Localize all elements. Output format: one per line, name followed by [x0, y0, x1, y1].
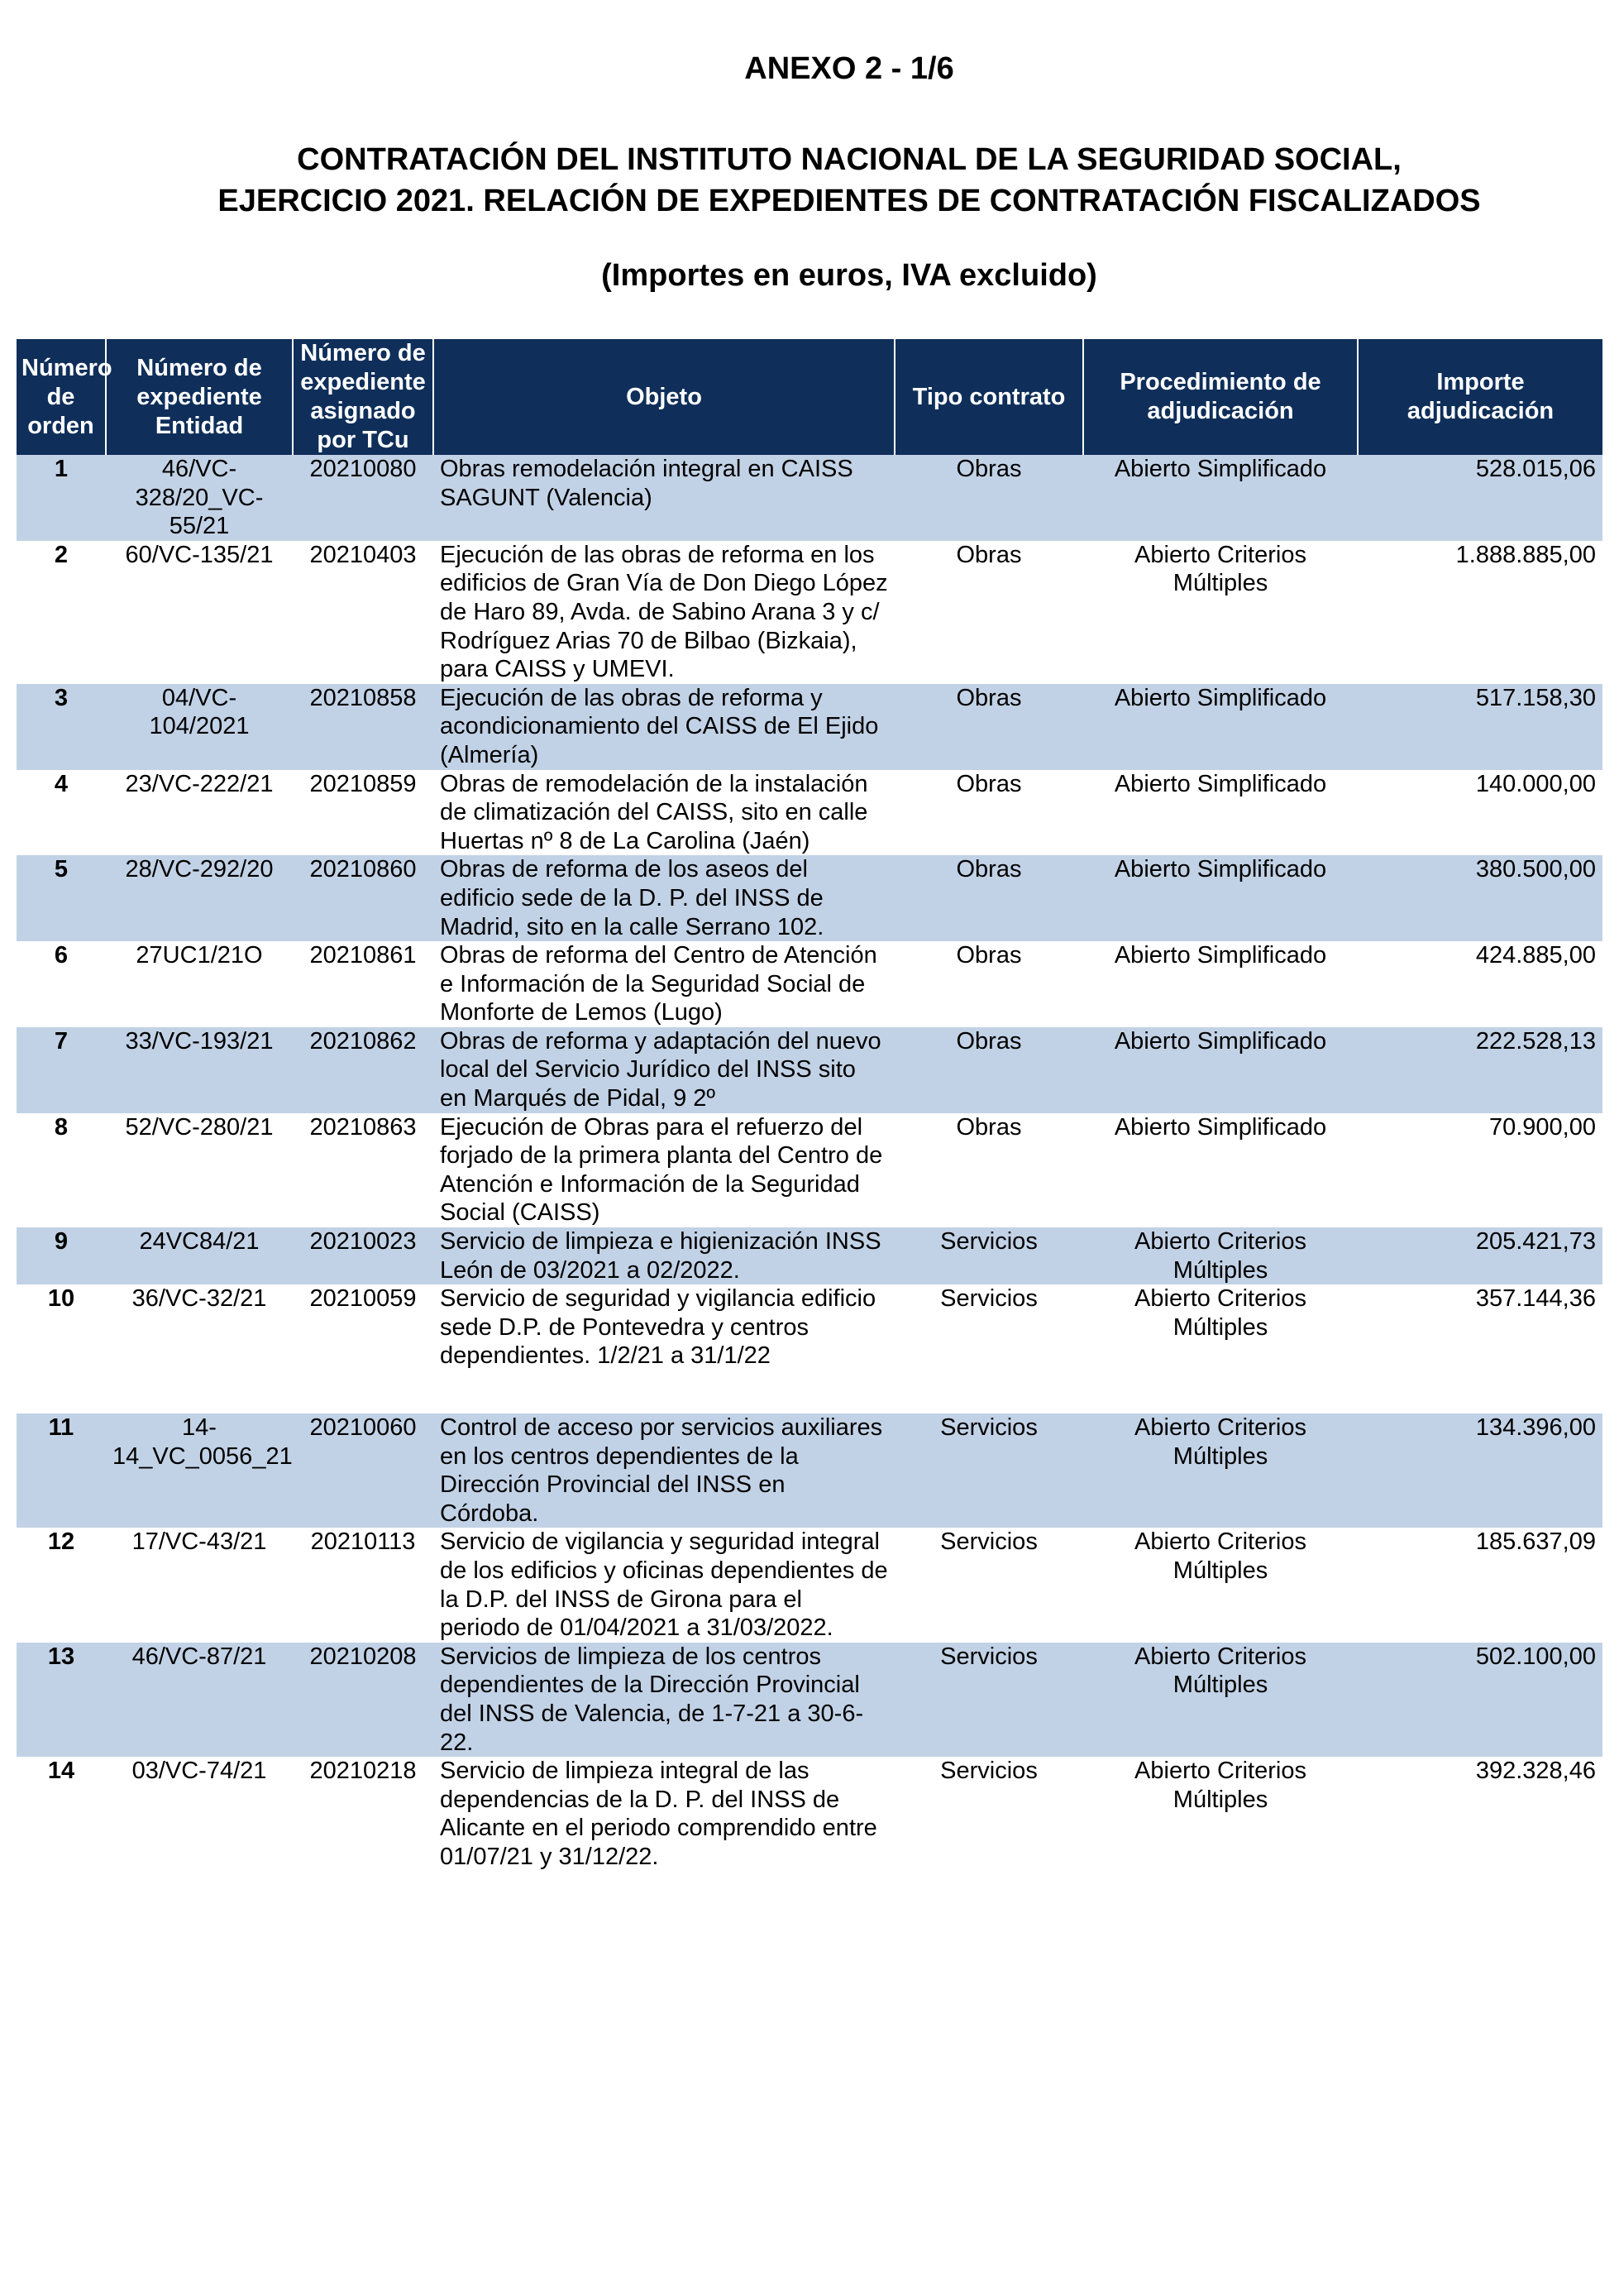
col-header-tcu: Número de expediente asignado por TCu	[293, 339, 433, 455]
table-row	[17, 684, 1602, 770]
cell-expediente: 14-14_VC_0056_21	[106, 1413, 293, 1528]
cell-importe: 222.528,13	[1358, 1027, 1602, 1113]
table-row	[17, 855, 1602, 941]
cell-procedimiento: Abierto Criterios Múltiples	[1134, 1758, 1306, 1813]
cell-tipo: Servicios	[940, 1758, 1038, 1785]
table-row	[17, 941, 1602, 1027]
table-row	[17, 1757, 1602, 1871]
cell-objeto: Obras remodelación integral en CAISS SAGUNT (Valencia)	[433, 455, 895, 541]
cell-objeto: Servicios de limpieza de los centros dependientes de la Dirección Provincial del INSS de Valencia, de 1-7-21 a 30-6-22.	[433, 1643, 895, 1757]
table-row	[17, 1227, 1602, 1284]
cell-importe: 185.637,09	[1475, 1528, 1596, 1556]
cell-tcu: 20210208	[293, 1643, 433, 1757]
cell-expediente: 52/VC-280/21	[125, 1113, 274, 1141]
cell-tipo: Servicios	[895, 1413, 1083, 1528]
col-header-objeto: Objeto	[433, 339, 895, 455]
cell-tipo: Obras	[956, 942, 1022, 969]
cell-importe: 392.328,46	[1475, 1758, 1596, 1785]
col-header-orden: Número de orden	[17, 339, 106, 455]
cell-tipo: Obras	[895, 855, 1083, 941]
cell-importe: 380.500,00	[1358, 855, 1602, 941]
cell-orden: 8	[54, 1113, 69, 1141]
cell-tcu: 20210860	[293, 855, 433, 941]
cell-importe: 70.900,00	[1488, 1113, 1596, 1141]
cell-tcu: 20210863	[309, 1113, 417, 1141]
table-row	[17, 541, 1602, 684]
table-row	[17, 1413, 1602, 1528]
cell-procedimiento: Abierto Criterios Múltiples	[1134, 541, 1306, 597]
cell-expediente: 23/VC-222/21	[125, 770, 274, 797]
cell-tcu: 20210859	[309, 770, 417, 797]
cell-expediente: 24VC84/21	[106, 1227, 293, 1284]
table-row	[17, 1027, 1602, 1113]
cell-orden: 3	[17, 684, 106, 770]
cell-orden: 14	[47, 1758, 75, 1785]
cell-objeto: Obras de remodelación de la instalación de climatización del CAISS, sito en calle Huertas nº 8 de La Carolina (Jaén)	[440, 770, 868, 854]
cell-procedimiento: Abierto Criterios Múltiples	[1083, 1413, 1358, 1528]
cell-objeto: Ejecución de las obras de reforma en los edificios de Gran Vía de Don Diego López de Haro 89, Avda. de Sabino Arana 3 y c/ Rodríguez Arias 70 de Bilbao (Bizkaia), para CAISS y UMEVI.	[440, 541, 888, 683]
spacer-row	[17, 1370, 1602, 1413]
cell-orden: 11	[17, 1413, 106, 1528]
cell-orden: 10	[47, 1285, 75, 1313]
page-title	[40, 139, 1619, 222]
cell-orden: 7	[17, 1027, 106, 1113]
cell-expediente: 17/VC-43/21	[131, 1528, 267, 1556]
cell-procedimiento: Abierto Criterios Múltiples	[1134, 1285, 1306, 1341]
cell-procedimiento: Abierto Simplificado	[1114, 1113, 1327, 1141]
cell-tipo: Obras	[956, 541, 1022, 568]
cell-expediente: 03/VC-74/21	[131, 1758, 267, 1785]
title-line-2: EJERCICIO 2021. RELACIÓN DE EXPEDIENTES DE CONTRATACIÓN FISCALIZADOS	[217, 184, 1481, 218]
cell-importe: 134.396,00	[1358, 1413, 1602, 1528]
cell-orden: 13	[17, 1643, 106, 1757]
cell-tipo: Servicios	[895, 1643, 1083, 1757]
table-row	[17, 1643, 1602, 1757]
cell-objeto: Obras de reforma de los aseos del edificio sede de la D. P. del INSS de Madrid, sito en la calle Serrano 102.	[433, 855, 895, 941]
table-row	[17, 1528, 1602, 1642]
title-line-1: CONTRATACIÓN DEL INSTITUTO NACIONAL DE LA SEGURIDAD SOCIAL,	[297, 142, 1402, 177]
cell-expediente: 33/VC-193/21	[106, 1027, 293, 1113]
cell-importe: 357.144,36	[1475, 1285, 1596, 1313]
cell-expediente: 46/VC-87/21	[106, 1643, 293, 1757]
cell-importe: 140.000,00	[1475, 770, 1596, 797]
cell-procedimiento: Abierto Criterios Múltiples	[1134, 1528, 1306, 1584]
cell-tcu: 20210080	[293, 455, 433, 541]
cell-objeto: Obras de reforma y adaptación del nuevo local del Servicio Jurídico del INSS sito en Marqués de Pidal, 9 2º	[433, 1027, 895, 1113]
table-row	[17, 1113, 1602, 1227]
cell-objeto: Ejecución de las obras de reforma y acondicionamiento del CAISS de El Ejido (Almería)	[433, 684, 895, 770]
cell-tcu: 20210858	[293, 684, 433, 770]
cell-objeto: Ejecución de Obras para el refuerzo del forjado de la primera planta del Centro de Atención e Información de la Seguridad Social (CAISS)	[440, 1113, 883, 1227]
table-header-row	[17, 339, 1602, 455]
cell-tipo: Servicios	[940, 1285, 1038, 1313]
cell-tipo: Servicios	[940, 1528, 1038, 1556]
cell-tcu: 20210059	[309, 1285, 417, 1313]
cell-expediente: 28/VC-292/20	[106, 855, 293, 941]
cell-tipo: Obras	[895, 684, 1083, 770]
cell-importe: 528.015,06	[1358, 455, 1602, 541]
cell-expediente: 46/VC-328/20_VC-55/21	[106, 455, 293, 541]
col-header-tipo: Tipo contrato	[895, 339, 1083, 455]
cell-procedimiento: Abierto Simplificado	[1083, 684, 1358, 770]
cell-procedimiento: Abierto Simplificado	[1114, 942, 1327, 969]
cell-objeto: Servicio de limpieza e higienización INSS León de 03/2021 a 02/2022.	[433, 1227, 895, 1284]
cell-procedimiento: Abierto Simplificado	[1083, 855, 1358, 941]
page-subtitle: (Importes en euros, IVA excluido)	[601, 258, 1097, 293]
cell-tcu: 20210023	[293, 1227, 433, 1284]
cell-orden: 2	[54, 541, 69, 568]
cell-tipo: Obras	[895, 1027, 1083, 1113]
col-header-procedimiento: Procedimiento de adjudicación	[1083, 339, 1358, 455]
cell-objeto: Servicio de seguridad y vigilancia edificio sede D.P. de Pontevedra y centros dependientes. 1/2/21 a 31/1/22	[440, 1285, 876, 1370]
col-header-importe: Importe adjudicación	[1358, 339, 1602, 455]
cell-procedimiento: Abierto Simplificado	[1114, 770, 1327, 797]
cell-importe: 1.888.885,00	[1455, 541, 1596, 568]
cell-orden: 9	[17, 1227, 106, 1284]
cell-tcu: 20210060	[293, 1413, 433, 1528]
cell-procedimiento: Abierto Simplificado	[1083, 1027, 1358, 1113]
cell-importe: 502.100,00	[1358, 1643, 1602, 1757]
cell-orden: 5	[17, 855, 106, 941]
cell-procedimiento: Abierto Criterios Múltiples	[1083, 1227, 1358, 1284]
cell-tipo: Obras	[956, 770, 1022, 797]
cell-importe: 205.421,73	[1358, 1227, 1602, 1284]
cell-tipo: Servicios	[895, 1227, 1083, 1284]
cell-tipo: Obras	[895, 455, 1083, 541]
cell-importe: 424.885,00	[1475, 942, 1596, 969]
cell-tcu: 20210861	[309, 942, 417, 969]
cell-expediente: 27UC1/21O	[136, 942, 263, 969]
cell-expediente: 04/VC-104/2021	[106, 684, 293, 770]
cell-orden: 1	[17, 455, 106, 541]
cell-objeto: Obras de reforma del Centro de Atención e Información de la Seguridad Social de Monforte de Lemos (Lugo)	[440, 942, 877, 1026]
table-row	[17, 1284, 1602, 1370]
cell-procedimiento: Abierto Criterios Múltiples	[1083, 1643, 1358, 1757]
cell-tcu: 20210862	[293, 1027, 433, 1113]
cell-objeto: Servicio de vigilancia y seguridad integral de los edificios y oficinas dependientes de la D.P. del INSS de Girona para el periodo de 01/04/2021 a 31/03/2022.	[440, 1528, 888, 1642]
cell-orden: 4	[54, 770, 69, 797]
table-row	[17, 455, 1602, 541]
cell-expediente: 60/VC-135/21	[125, 541, 274, 568]
cell-tcu: 20210403	[309, 541, 417, 568]
table-row	[17, 770, 1602, 856]
spacer-cell	[17, 1370, 1602, 1413]
cell-orden: 6	[54, 942, 69, 969]
contracts-table	[17, 339, 1602, 1872]
cell-tcu: 20210113	[310, 1528, 416, 1556]
cell-importe: 517.158,30	[1358, 684, 1602, 770]
cell-orden: 12	[47, 1528, 75, 1556]
cell-objeto: Control de acceso por servicios auxiliares en los centros dependientes de la Dirección Provincial del INSS en Córdoba.	[433, 1413, 895, 1528]
cell-objeto: Servicio de limpieza integral de las dependencias de la D. P. del INSS de Alicante en el periodo comprendido entre 01/07/21 y 31/12/22.	[440, 1758, 877, 1870]
cell-tcu: 20210218	[309, 1758, 417, 1785]
annex-label: ANEXO 2 - 1/6	[744, 51, 954, 86]
cell-tipo: Obras	[956, 1113, 1022, 1141]
cell-expediente: 36/VC-32/21	[131, 1285, 267, 1313]
col-header-expediente: Número de expediente Entidad	[106, 339, 293, 455]
cell-procedimiento: Abierto Simplificado	[1083, 455, 1358, 541]
